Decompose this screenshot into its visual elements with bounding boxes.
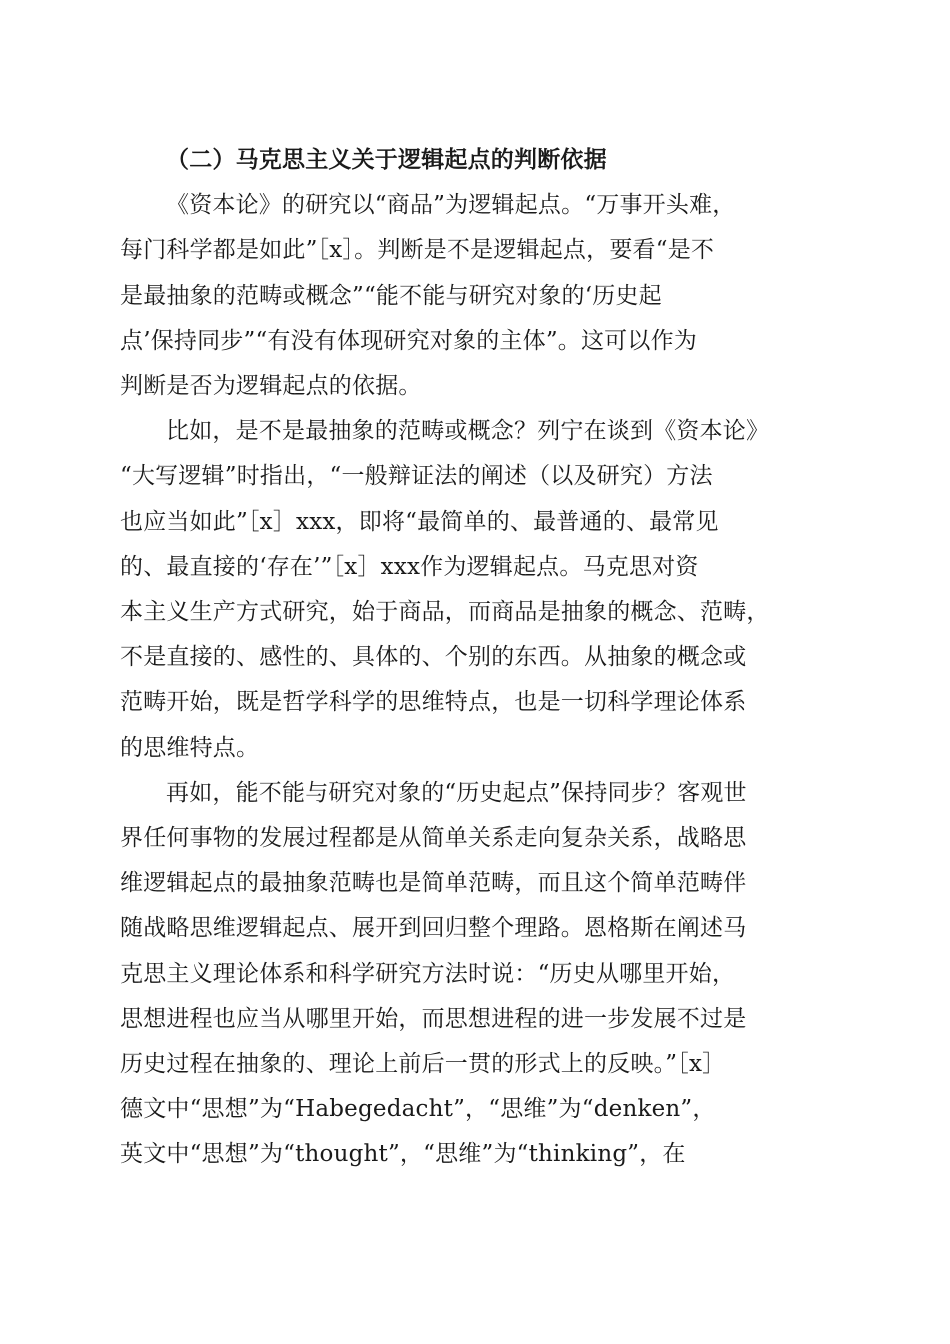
paragraph-1: 《资本论》的研究以“商品”为逻辑起点。“万事开头难， 每门科学都是如此”［x］。判断是不是逻辑起点，要看“是不 是最抽象的范畴或概念”“能不能与研究对象的‘历史起 点’保持同步”“有没有体现研究对象的主体”。这可以作为 判断是否为逻辑起点的依据。 bbox=[120, 192, 736, 400]
paragraph-3: 再如，能不能与研究对象的“历史起点”保持同步？客观世 界任何事物的发展过程都是从简单关系走向复杂关系，战略思 维逻辑起点的最抽象范畴也是简单范畴，而且这个简单范畴伴 随战略思维逻辑起点、展开到回归整个理路。恩格斯在阐述马 克思主义理论体系和科学研究方法时说：“历史从哪里开始， 思想进程也应当从哪里开始，而思想进程的进一步发展不过是 历史过程在抽象的、理论上前后一贯的形式上的反映。”［x］ 德文中“思想”为“Habegedacht”，“思维”为“denken”， 英文中“思想”为“thought”，“思维”为“thinking”，在 bbox=[120, 779, 747, 1168]
document-body bbox=[120, 138, 830, 1178]
section-heading: （二）马克思主义关于逻辑起点的判断依据 bbox=[166, 147, 607, 173]
paragraph-2: 比如，是不是最抽象的范畴或概念？列宁在谈到《资本论》 “大写逻辑”时指出，“一般辩证法的阐述（以及研究）方法 也应当如此”［x］xxx，即将“最简单的、最普通的、最常见 的、最直接的‘存在’”［x］xxx作为逻辑起点。马克思对资 本主义生产方式研究，始于商品，而商品是抽象的概念、范畴， 不是直接的、感性的、具体的、个别的东西。从抽象的概念或 范畴开始，既是哲学科学的思维特点，也是一切科学理论体系 的思维特点。 bbox=[120, 418, 770, 761]
